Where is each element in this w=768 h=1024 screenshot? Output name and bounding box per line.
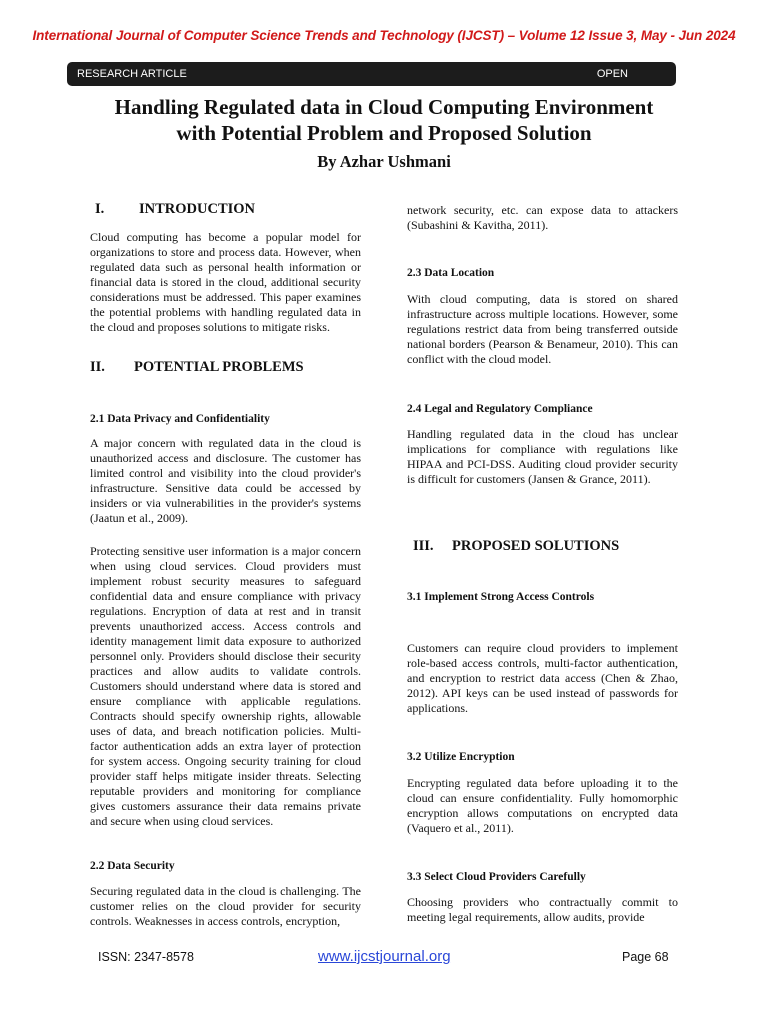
subsection-2-2-paragraph: Securing regulated data in the cloud is challenging. The customer relies on the cloud provider for security controls. Weaknesses in access controls, encryption,: [90, 884, 361, 928]
journal-header: International Journal of Computer Science Trends and Technology (IJCST) – Volume 12 Issue 3, May - Jun 2024: [32, 28, 736, 43]
subsection-heading-2-2: 2.2 Data Security: [90, 860, 175, 872]
section-heading-potential-problems: [90, 359, 304, 376]
section-title: INTRODUCTION: [139, 201, 256, 217]
section-title: POTENTIAL PROBLEMS: [134, 359, 304, 375]
research-article-label: RESEARCH ARTICLE: [77, 68, 187, 80]
page-footer: [0, 948, 768, 970]
page-number: Page 68: [622, 950, 669, 964]
subsection-heading-2-1: 2.1 Data Privacy and Confidentiality: [90, 413, 270, 425]
subsection-heading-2-4: 2.4 Legal and Regulatory Compliance: [407, 403, 593, 415]
section-number: I.: [95, 201, 105, 217]
open-access-label: OPEN: [596, 68, 628, 80]
subsection-heading-3-3: 3.3 Select Cloud Providers Carefully: [407, 871, 586, 883]
section-heading-proposed-solutions: [413, 538, 619, 555]
subsection-3-1-paragraph: Customers can require cloud providers to implement role-based access controls, multi-factor authentication, and encryption to restrict data access (Chen & Zhao, 2012). API keys can be used instead of passwords for applications.: [407, 641, 678, 715]
subsection-heading-3-2: 3.2 Utilize Encryption: [407, 751, 515, 763]
continued-paragraph: network security, etc. can expose data to attackers (Subashini & Kavitha, 2011).: [407, 203, 678, 232]
section-title: PROPOSED SOLUTIONS: [452, 538, 620, 554]
section-number: II.: [90, 359, 105, 375]
title-line-2: with Potential Problem and Proposed Solution: [176, 121, 592, 145]
subsection-3-3-paragraph: Choosing providers who contractually commit to meeting legal requirements, allow audits, provide: [407, 895, 678, 924]
paper-title: [60, 94, 708, 146]
title-line-1: Handling Regulated data in Cloud Computing Environment: [114, 95, 654, 119]
section-number: III.: [413, 538, 434, 554]
subsection-2-1-paragraph-1: A major concern with regulated data in the cloud is unauthorized access and disclosure. The customer has limited control and visibility into the cloud provider's infrastructure. Sensitive data could be accessed by insiders or via vulnerabilities in the provider's systems (Jaatun et al., 2009).: [90, 436, 361, 525]
subsection-heading-2-3: 2.3 Data Location: [407, 267, 495, 279]
subsection-2-3-paragraph: With cloud computing, data is stored on shared infrastructure across multiple locations. However, some regulations restrict data from being transferred outside national borders (Pearson & Benameur, 2010). This can conflict with the cloud model.: [407, 292, 678, 366]
introduction-paragraph: Cloud computing has become a popular model for organizations to store and process data. However, when regulated data such as personal health information or financial data is stored in the cloud, additional security considerations must be addressed. This paper examines the potential problems with handling regulated data in the cloud and proposes solutions to mitigate risks.: [90, 230, 361, 334]
author-line: By Azhar Ushmani: [317, 152, 451, 171]
section-heading-introduction: [95, 201, 255, 218]
article-type-banner: [67, 62, 676, 86]
subsection-2-4-paragraph: Handling regulated data in the cloud has unclear implications for compliance with regulations like HIPAA and PCI-DSS. Auditing cloud provider security is difficult for customers (Jansen & Grance, 2011).: [407, 427, 678, 486]
journal-website-link[interactable]: www.ijcstjournal.org: [318, 948, 451, 965]
subsection-2-1-paragraph-2: Protecting sensitive user information is a major concern when using cloud services. Cloud providers must implement robust security measures to safeguard confidential data and ensure compliance with privacy regulations. Encryption of data at rest and in transit prevents unauthorized access. Access controls and identity management limit data exposure to authorized personnel only. Providers should disclose their security practices and allow audits to validate controls. Customers should understand where data is stored and ensure compliance with applicable regulations. Contracts should specify ownership rights, allowable uses of data, and breach notification policies. Multi-factor authentication adds an extra layer of protection for system access. Ongoing security training for cloud provider staff helps mitigate insider threats. Selecting reputable providers and monitoring for compliance gives customers assurance their data remains private and secure when using cloud services.: [90, 544, 361, 828]
subsection-3-2-paragraph: Encrypting regulated data before uploading it to the cloud can ensure confidentiality. Fully homomorphic encryption allows computations on encrypted data (Vaquero et al., 2011).: [407, 776, 678, 835]
subsection-heading-3-1: 3.1 Implement Strong Access Controls: [407, 591, 595, 603]
issn-label: ISSN: 2347-8578: [98, 950, 194, 964]
